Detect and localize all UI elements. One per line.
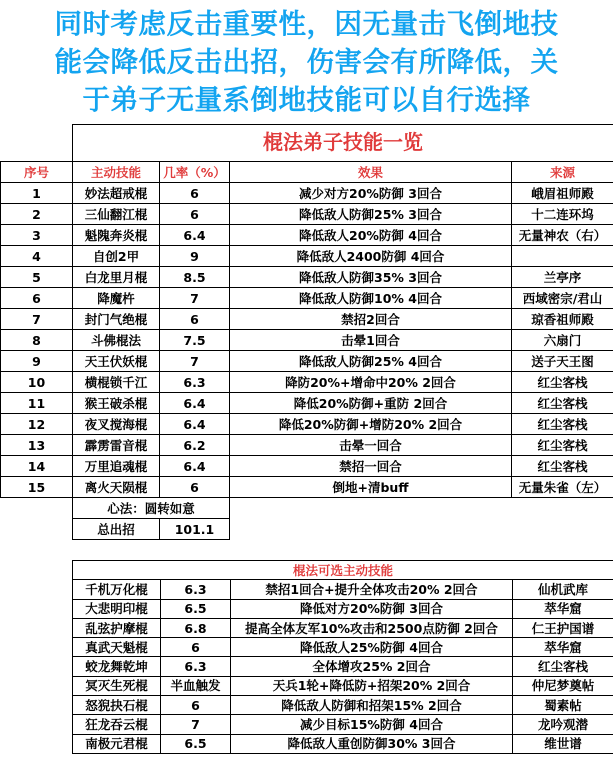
row-rate: 6 xyxy=(160,309,230,330)
row-source: 萃华窟 xyxy=(513,638,613,657)
table-row xyxy=(73,696,613,715)
row-source: 仙机武库 xyxy=(513,580,613,599)
table-row xyxy=(1,414,613,435)
row-rate: 6 xyxy=(160,477,230,498)
skills-table-title-row xyxy=(1,125,613,162)
row-effect: 降低敌人防御10% 4回合 xyxy=(230,288,512,309)
row-index: 1 xyxy=(1,183,73,204)
row-rate: 6.8 xyxy=(161,618,231,637)
row-rate: 半血触发 xyxy=(161,676,231,695)
row-index: 5 xyxy=(1,267,73,288)
row-skill: 千机万化棍 xyxy=(73,580,161,599)
total-value: 101.1 xyxy=(160,519,230,540)
row-skill: 南极元君棍 xyxy=(73,734,161,753)
headline-line-2: 能会降低反击出招，伤害会有所降低，关 xyxy=(54,46,559,78)
row-index: 11 xyxy=(1,393,73,414)
row-skill: 大悲明印棍 xyxy=(73,599,161,618)
table-row xyxy=(1,351,613,372)
row-index: 8 xyxy=(1,330,73,351)
table-row xyxy=(73,599,613,618)
row-rate: 9 xyxy=(160,246,230,267)
row-skill: 霹雳雷音棍 xyxy=(73,435,160,456)
table-row xyxy=(73,657,613,676)
table-row xyxy=(1,309,613,330)
row-effect: 降低敌人重创防御30% 3回合 xyxy=(231,734,513,753)
row-index: 13 xyxy=(1,435,73,456)
row-skill: 夜叉搅海棍 xyxy=(73,414,160,435)
row-effect: 减少对方20%防御 3回合 xyxy=(230,183,512,204)
table-row xyxy=(1,267,613,288)
table-row xyxy=(1,246,613,267)
row-skill: 斗佛棍法 xyxy=(73,330,160,351)
skills-table-title: 棍法弟子技能一览 xyxy=(73,125,613,162)
skills-table-header xyxy=(1,162,613,183)
row-skill: 妙法超戒棍 xyxy=(73,183,160,204)
row-effect: 降低敌人25%防御 4回合 xyxy=(231,638,513,657)
row-effect: 降低敌人防御25% 3回合 xyxy=(230,204,512,225)
row-effect: 降防20%+增命中20% 2回合 xyxy=(230,372,512,393)
row-rate: 6.5 xyxy=(161,734,231,753)
total-label: 总出招 xyxy=(73,519,160,540)
row-source: 十二连环坞 xyxy=(512,204,613,225)
row-source: 峨眉祖师殿 xyxy=(512,183,613,204)
headline-line-3: 于弟子无量系倒地技能可以自行选择 xyxy=(82,84,531,116)
xinfa-label: 心法：圆转如意 xyxy=(73,498,230,519)
optional-skills-title-row xyxy=(73,561,613,580)
row-rate: 6.3 xyxy=(161,580,231,599)
row-skill: 狂龙吞云棍 xyxy=(73,715,161,734)
row-rate: 6.4 xyxy=(160,225,230,246)
row-effect: 降低20%防御+重防 2回合 xyxy=(230,393,512,414)
table-row xyxy=(1,435,613,456)
row-source: 兰亭序 xyxy=(512,267,613,288)
table-row xyxy=(73,734,613,753)
row-source: 维世谱 xyxy=(513,734,613,753)
row-effect: 全体增攻25% 2回合 xyxy=(231,657,513,676)
table-row xyxy=(1,204,613,225)
row-effect: 降低敌人2400防御 4回合 xyxy=(230,246,512,267)
row-rate: 7 xyxy=(161,715,231,734)
row-source: 仲尼梦奠帖 xyxy=(513,676,613,695)
header-effect: 效果 xyxy=(230,162,512,183)
row-effect: 击晕1回合 xyxy=(230,330,512,351)
row-skill: 离火天陨棍 xyxy=(73,477,160,498)
table-row xyxy=(1,456,613,477)
row-effect: 击晕一回合 xyxy=(230,435,512,456)
row-skill: 冥灭生死棍 xyxy=(73,676,161,695)
table-row xyxy=(1,372,613,393)
row-effect: 降低敌人防御25% 4回合 xyxy=(230,351,512,372)
optional-skills-title: 棍法可选主动技能 xyxy=(73,561,613,580)
row-source: 送子天王图 xyxy=(512,351,613,372)
skills-table xyxy=(0,124,613,540)
row-skill: 真武天魁棍 xyxy=(73,638,161,657)
table-row xyxy=(1,477,613,498)
row-index: 14 xyxy=(1,456,73,477)
table-row xyxy=(1,288,613,309)
total-row xyxy=(1,519,613,540)
header-source: 来源 xyxy=(512,162,613,183)
row-index: 9 xyxy=(1,351,73,372)
table-row xyxy=(73,715,613,734)
optional-skills-table xyxy=(72,560,613,754)
row-index: 6 xyxy=(1,288,73,309)
row-rate: 6 xyxy=(160,204,230,225)
table-row xyxy=(73,618,613,637)
row-skill: 蛟龙舞乾坤 xyxy=(73,657,161,676)
row-effect: 降低敌人防御35% 3回合 xyxy=(230,267,512,288)
row-source: 龙吟观潜 xyxy=(513,715,613,734)
table-row xyxy=(1,225,613,246)
row-skill: 天王伏妖棍 xyxy=(73,351,160,372)
table-row xyxy=(73,580,613,599)
table-row xyxy=(73,638,613,657)
row-source: 红尘客栈 xyxy=(512,435,613,456)
row-rate: 6.3 xyxy=(161,657,231,676)
row-rate: 7 xyxy=(160,351,230,372)
row-rate: 6.3 xyxy=(160,372,230,393)
row-source: 西域密宗/君山 xyxy=(512,288,613,309)
row-rate: 7 xyxy=(160,288,230,309)
row-source xyxy=(512,246,613,267)
header-index: 序号 xyxy=(1,162,73,183)
row-index: 4 xyxy=(1,246,73,267)
headline xyxy=(0,0,613,124)
row-rate: 6.4 xyxy=(160,414,230,435)
row-index: 2 xyxy=(1,204,73,225)
xinfa-row xyxy=(1,498,613,519)
row-skill: 白龙里月棍 xyxy=(73,267,160,288)
row-source: 红尘客栈 xyxy=(513,657,613,676)
row-skill: 横棍锁千江 xyxy=(73,372,160,393)
row-source: 无量朱雀（左） xyxy=(512,477,613,498)
row-source: 红尘客栈 xyxy=(512,393,613,414)
row-effect: 提高全体友军10%攻击和2500点防御 2回合 xyxy=(231,618,513,637)
row-effect: 禁招2回合 xyxy=(230,309,512,330)
row-skill: 乱弦护摩棍 xyxy=(73,618,161,637)
row-source: 红尘客栈 xyxy=(512,372,613,393)
row-effect: 天兵1轮+降低防+招架20% 2回合 xyxy=(231,676,513,695)
row-rate: 6.4 xyxy=(160,393,230,414)
row-rate: 6 xyxy=(160,183,230,204)
row-index: 10 xyxy=(1,372,73,393)
row-source: 红尘客栈 xyxy=(512,414,613,435)
row-effect: 降低对方20%防御 3回合 xyxy=(231,599,513,618)
row-index: 7 xyxy=(1,309,73,330)
row-effect: 禁招一回合 xyxy=(230,456,512,477)
row-index: 12 xyxy=(1,414,73,435)
table-row xyxy=(1,330,613,351)
row-skill: 魁隗奔炎棍 xyxy=(73,225,160,246)
row-effect: 倒地+清buff xyxy=(230,477,512,498)
row-rate: 6.4 xyxy=(160,456,230,477)
row-skill: 怒猊抉石棍 xyxy=(73,696,161,715)
row-skill: 万里追魂棍 xyxy=(73,456,160,477)
header-rate: 几率（%） xyxy=(160,162,230,183)
row-skill: 降魔杵 xyxy=(73,288,160,309)
row-source: 蜀素帖 xyxy=(513,696,613,715)
row-effect: 降低20%防御+增防20% 2回合 xyxy=(230,414,512,435)
row-source: 萃华窟 xyxy=(513,599,613,618)
table-row xyxy=(73,676,613,695)
row-index: 3 xyxy=(1,225,73,246)
row-index: 15 xyxy=(1,477,73,498)
row-effect: 禁招1回合+提升全体攻击20% 2回合 xyxy=(231,580,513,599)
row-source: 六扇门 xyxy=(512,330,613,351)
row-skill: 三仙翻江棍 xyxy=(73,204,160,225)
row-rate: 6 xyxy=(161,696,231,715)
table-row xyxy=(1,183,613,204)
row-rate: 6.5 xyxy=(161,599,231,618)
row-source: 红尘客栈 xyxy=(512,456,613,477)
row-rate: 6.2 xyxy=(160,435,230,456)
row-source: 无量神农（右） xyxy=(512,225,613,246)
headline-line-1: 同时考虑反击重要性，因无量击飞倒地技 xyxy=(54,8,559,40)
header-skill: 主动技能 xyxy=(73,162,160,183)
table-row xyxy=(1,393,613,414)
row-source: 仁王护国谱 xyxy=(513,618,613,637)
row-effect: 降低敌人防御和招架15% 2回合 xyxy=(231,696,513,715)
row-rate: 6 xyxy=(161,638,231,657)
row-skill: 封门气绝棍 xyxy=(73,309,160,330)
row-source: 琼香祖师殿 xyxy=(512,309,613,330)
row-effect: 降低敌人20%防御 4回合 xyxy=(230,225,512,246)
row-rate: 7.5 xyxy=(160,330,230,351)
row-effect: 减少目标15%防御 4回合 xyxy=(231,715,513,734)
row-skill: 自创2甲 xyxy=(73,246,160,267)
row-rate: 8.5 xyxy=(160,267,230,288)
row-skill: 猴王破杀棍 xyxy=(73,393,160,414)
